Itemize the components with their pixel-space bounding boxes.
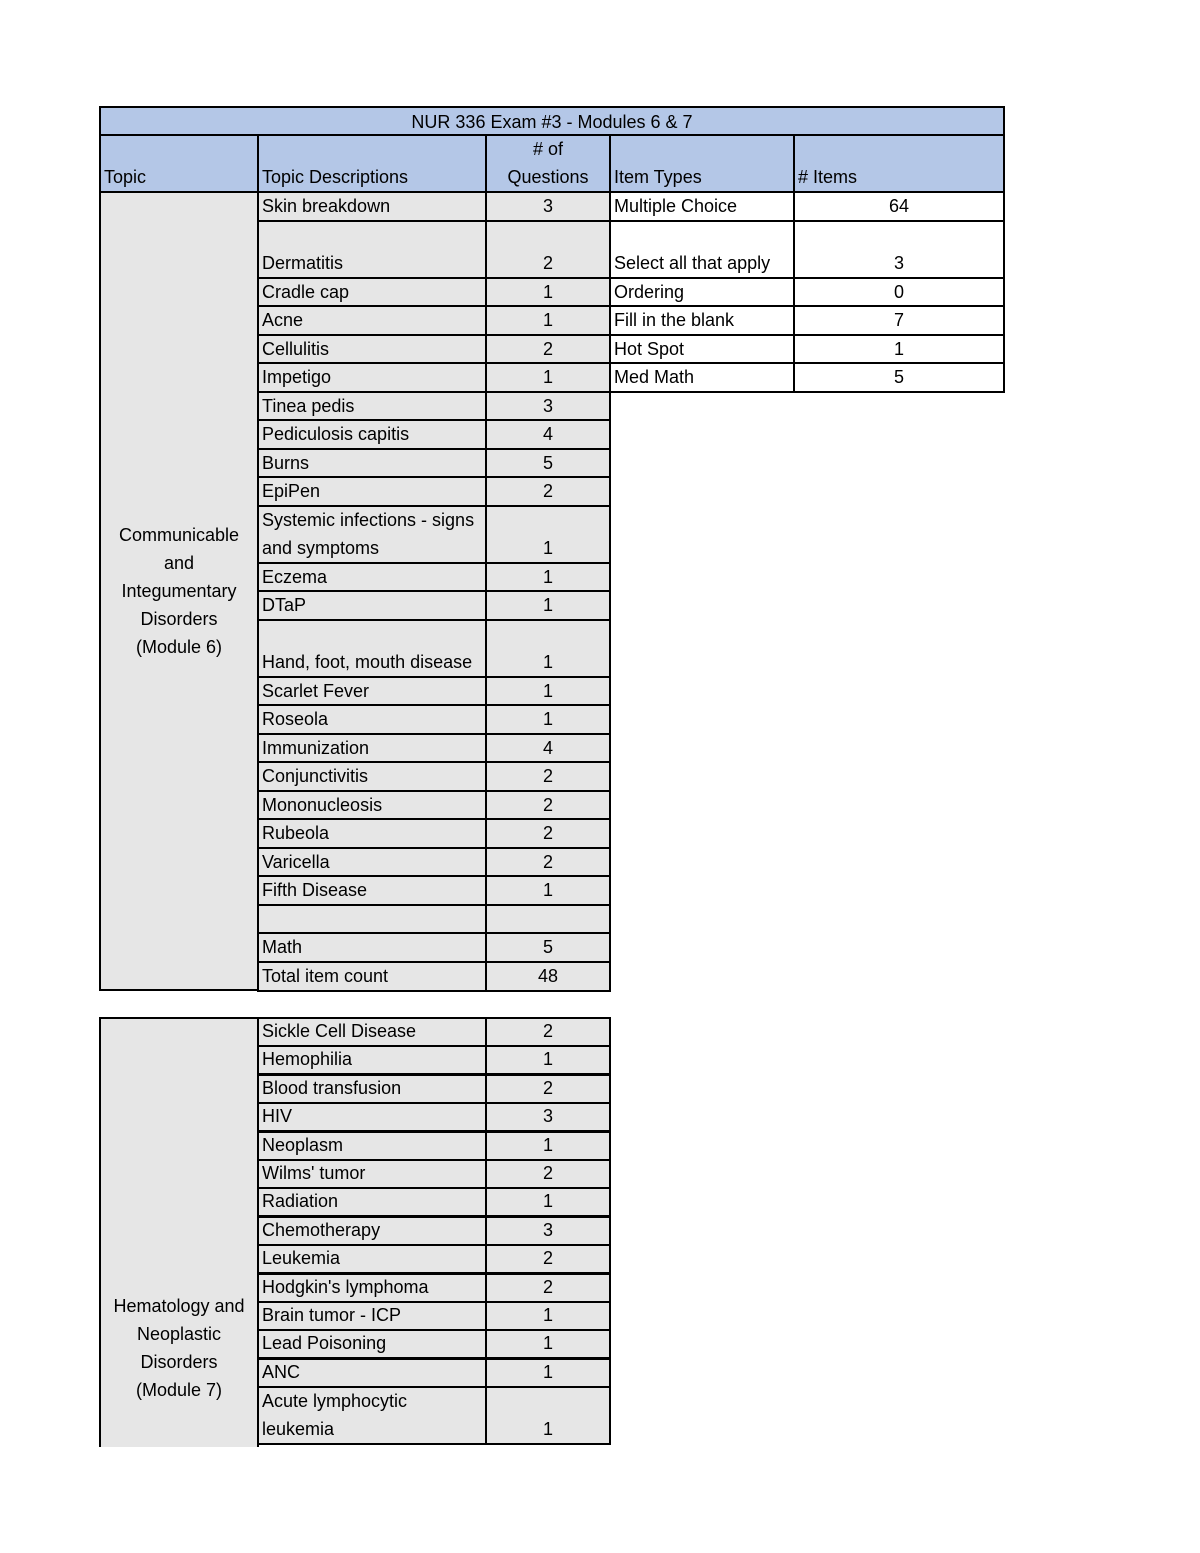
module7-questions-cell <box>485 1074 611 1104</box>
module6-questions-cell-text: 1 <box>542 880 553 900</box>
module7-questions-cell <box>485 1187 611 1217</box>
module6-desc-cell-text: Conjunctivitis <box>262 766 369 786</box>
module7-desc-cell-text: Acute lymphocytic leukemia <box>262 1391 408 1439</box>
module7-desc-cell-text: ANC <box>262 1362 301 1382</box>
module7-desc-cell-text: Wilms' tumor <box>262 1163 366 1183</box>
module6-desc-cell-text: EpiPen <box>262 481 321 501</box>
item-count-cell-text: 0 <box>893 282 904 302</box>
module6-questions-cell <box>485 448 611 479</box>
module6-questions-cell <box>485 847 611 878</box>
module7-desc-cell-text: Hodgkin's lymphoma <box>262 1277 429 1297</box>
module6-questions-cell <box>485 334 611 365</box>
module6-desc-cell <box>257 277 487 308</box>
module6-questions-cell-text: 2 <box>542 795 553 815</box>
module6-questions-cell-text: 1 <box>542 652 553 672</box>
module7-desc-cell-text: Chemotherapy <box>262 1220 381 1240</box>
module7-questions-cell-text: 1 <box>542 1305 553 1325</box>
module6-desc-cell <box>257 704 487 735</box>
module6-questions-cell <box>485 305 611 336</box>
module6-desc-cell-text: Acne <box>262 310 304 330</box>
module6-questions-cell <box>485 191 611 222</box>
module6-questions-cell-text: 1 <box>542 367 553 387</box>
module6-desc-cell <box>257 476 487 507</box>
module7-desc-cell <box>257 1074 487 1104</box>
module7-desc-cell <box>257 1102 487 1132</box>
module6-questions-cell-text: 3 <box>542 396 553 416</box>
item-count-cell <box>793 277 1005 308</box>
module7-desc-cell <box>257 1045 487 1075</box>
module6-desc-cell-text: Math <box>262 937 303 957</box>
module7-questions-cell <box>485 1244 611 1274</box>
module6-questions-cell <box>485 790 611 821</box>
module6-desc-cell <box>257 191 487 222</box>
module7-questions-cell-text: 1 <box>542 1333 553 1353</box>
module6-desc-cell-text: Roseola <box>262 709 329 729</box>
module6-desc-cell-text: Hand, foot, mouth disease <box>262 652 473 672</box>
item-count-cell-text: 3 <box>893 253 904 273</box>
module6-questions-cell <box>485 476 611 507</box>
module6-questions-cell <box>485 704 611 735</box>
module6-desc-cell-text: Cellulitis <box>262 339 330 359</box>
module7-questions-cell <box>485 1131 611 1161</box>
header-item-types <box>609 134 795 193</box>
module6-questions-cell <box>485 932 611 963</box>
module7-questions-cell <box>485 1301 611 1331</box>
module6-desc-cell <box>257 676 487 707</box>
module7-questions-cell <box>485 1017 611 1047</box>
module6-questions-cell-text: 5 <box>542 937 553 957</box>
item-type-cell-text: Ordering <box>614 282 685 302</box>
module7-questions-cell <box>485 1358 611 1388</box>
module7-questions-cell-text: 1 <box>542 1049 553 1069</box>
module6-questions-cell <box>485 904 611 935</box>
module6-questions-cell <box>485 733 611 764</box>
module7-topic-label: Hematology and Neoplastic Disorders (Module 7) <box>113 1296 245 1400</box>
module6-desc-cell <box>257 590 487 621</box>
module6-desc-cell <box>257 362 487 393</box>
module6-desc-cell <box>257 818 487 849</box>
module6-desc-cell-text: DTaP <box>262 595 307 615</box>
module7-desc-cell-text: Leukemia <box>262 1248 341 1268</box>
module6-desc-cell-text: Total item count <box>262 966 389 986</box>
item-count-cell <box>793 334 1005 365</box>
module6-desc-cell <box>257 448 487 479</box>
item-count-cell <box>793 220 1005 279</box>
module6-questions-cell-text: 1 <box>542 681 553 701</box>
item-type-cell <box>609 277 795 308</box>
module7-questions-cell <box>485 1329 611 1359</box>
module7-desc-cell <box>257 1386 487 1445</box>
module6-questions-cell <box>485 590 611 621</box>
module7-questions-cell <box>485 1386 611 1445</box>
module7-questions-cell-text: 2 <box>542 1248 553 1268</box>
item-type-cell-text: Hot Spot <box>614 339 685 359</box>
module6-desc-cell <box>257 619 487 678</box>
module6-questions-cell <box>485 505 611 564</box>
module7-questions-cell-text: 2 <box>542 1078 553 1098</box>
module6-questions-cell <box>485 875 611 906</box>
item-type-cell-text: Fill in the blank <box>614 310 735 330</box>
header-items <box>793 134 1005 193</box>
module7-desc-cell-text: Neoplasm <box>262 1135 344 1155</box>
module6-questions-cell-text: 3 <box>542 196 553 216</box>
module6-questions-cell <box>485 220 611 279</box>
item-type-cell <box>609 220 795 279</box>
module7-topic <box>99 1017 259 1447</box>
module6-desc-cell-text: Varicella <box>262 852 330 872</box>
module6-questions-cell-text: 4 <box>542 424 553 444</box>
header-questions-line2: Questions <box>507 167 589 187</box>
module6-questions-cell-text: 48 <box>537 966 559 986</box>
item-count-cell <box>793 362 1005 393</box>
module6-questions-cell-text: 2 <box>542 823 553 843</box>
module6-questions-cell-text: 2 <box>542 339 553 359</box>
module6-questions-cell <box>485 362 611 393</box>
module7-desc-cell <box>257 1187 487 1217</box>
module6-desc-cell <box>257 505 487 564</box>
module7-questions-cell-text: 1 <box>542 1135 553 1155</box>
module6-desc-cell <box>257 391 487 422</box>
module7-questions-cell-text: 3 <box>542 1220 553 1240</box>
module6-questions-cell <box>485 562 611 593</box>
module7-desc-cell-text: Radiation <box>262 1191 339 1211</box>
module6-topic-label: Communicable and Integumentary Disorders (Module 6) <box>118 525 240 657</box>
module6-desc-cell <box>257 961 487 992</box>
item-count-cell-text: 1 <box>893 339 904 359</box>
module7-questions-cell-text: 3 <box>542 1106 553 1126</box>
module6-desc-cell-text: Fifth Disease <box>262 880 368 900</box>
module7-questions-cell <box>485 1273 611 1303</box>
item-count-cell <box>793 191 1005 222</box>
module7-desc-cell-text: Brain tumor - ICP <box>262 1305 402 1325</box>
item-count-cell-text: 5 <box>893 367 904 387</box>
module6-questions-cell-text: 1 <box>542 282 553 302</box>
item-type-cell-text: Select all that apply <box>614 253 771 273</box>
module6-questions-cell <box>485 619 611 678</box>
module6-questions-cell-text: 1 <box>542 310 553 330</box>
item-type-cell-text: Med Math <box>614 367 695 387</box>
module6-questions-cell <box>485 277 611 308</box>
module7-questions-cell <box>485 1102 611 1132</box>
module6-desc-cell <box>257 419 487 450</box>
module7-questions-cell-text: 1 <box>542 1191 553 1211</box>
module6-desc-cell-text: Eczema <box>262 567 328 587</box>
header-item-types-label: Item Types <box>614 167 702 187</box>
item-type-cell <box>609 305 795 336</box>
module6-desc-cell-text: Cradle cap <box>262 282 350 302</box>
header-topic-label: Topic <box>104 167 147 187</box>
module7-desc-cell-text: Hemophilia <box>262 1049 353 1069</box>
module7-desc-cell-text: Sickle Cell Disease <box>262 1021 417 1041</box>
module7-desc-cell <box>257 1273 487 1303</box>
module6-desc-cell-text: Immunization <box>262 738 370 758</box>
module7-desc-cell <box>257 1301 487 1331</box>
module7-questions-cell-text: 2 <box>542 1163 553 1183</box>
item-type-cell <box>609 191 795 222</box>
module7-desc-cell <box>257 1131 487 1161</box>
module7-desc-cell <box>257 1216 487 1246</box>
item-type-cell <box>609 362 795 393</box>
module6-desc-cell <box>257 790 487 821</box>
module6-questions-cell <box>485 391 611 422</box>
module7-desc-cell <box>257 1244 487 1274</box>
module6-questions-cell <box>485 961 611 992</box>
module7-desc-cell <box>257 1358 487 1388</box>
module6-desc-cell <box>257 761 487 792</box>
module7-desc-cell <box>257 1329 487 1359</box>
module7-desc-cell <box>257 1017 487 1047</box>
module7-questions-cell <box>485 1159 611 1189</box>
module6-questions-cell-text: 4 <box>542 738 553 758</box>
module6-questions-cell-text: 1 <box>542 567 553 587</box>
module6-questions-cell <box>485 419 611 450</box>
module7-desc-cell-text: HIV <box>262 1106 293 1126</box>
module7-questions-cell-text: 1 <box>542 1419 553 1439</box>
module6-questions-cell-text: 5 <box>542 453 553 473</box>
module6-desc-cell <box>257 733 487 764</box>
module7-questions-cell-text: 2 <box>542 1277 553 1297</box>
module6-desc-cell <box>257 875 487 906</box>
sheet-title: NUR 336 Exam #3 - Modules 6 & 7 <box>99 106 1005 136</box>
header-items-label: # Items <box>798 167 858 187</box>
module7-questions-cell <box>485 1216 611 1246</box>
header-questions <box>485 134 611 193</box>
module6-desc-cell-text: Pediculosis capitis <box>262 424 410 444</box>
module6-desc-cell <box>257 932 487 963</box>
module6-questions-cell-text: 2 <box>542 766 553 786</box>
module6-desc-cell-text: Dermatitis <box>262 253 344 273</box>
module6-desc-cell-text: Scarlet Fever <box>262 681 370 701</box>
module6-desc-cell <box>257 904 487 935</box>
item-type-cell-text: Multiple Choice <box>614 196 738 216</box>
header-questions-line1: # of <box>532 139 564 159</box>
module6-desc-cell-text: Impetigo <box>262 367 332 387</box>
module6-questions-cell-text: 1 <box>542 709 553 729</box>
item-count-cell-text: 7 <box>893 310 904 330</box>
module6-desc-cell <box>257 847 487 878</box>
item-count-cell-text: 64 <box>888 196 910 216</box>
module6-desc-cell <box>257 220 487 279</box>
module6-desc-cell-text: Skin breakdown <box>262 196 391 216</box>
module7-desc-cell-text: Blood transfusion <box>262 1078 402 1098</box>
module7-desc-cell <box>257 1159 487 1189</box>
module6-desc-cell <box>257 305 487 336</box>
module6-topic <box>99 191 259 991</box>
module6-desc-cell-text: Burns <box>262 453 310 473</box>
module7-questions-cell <box>485 1045 611 1075</box>
module6-questions-cell-text: 2 <box>542 481 553 501</box>
header-topic <box>99 134 259 193</box>
item-type-cell <box>609 334 795 365</box>
module7-questions-cell-text: 1 <box>542 1362 553 1382</box>
module6-questions-cell <box>485 761 611 792</box>
module6-desc-cell-text: Mononucleosis <box>262 795 383 815</box>
module6-questions-cell-text: 1 <box>542 538 553 558</box>
header-descriptions-label: Topic Descriptions <box>262 167 409 187</box>
module7-desc-cell-text: Lead Poisoning <box>262 1333 387 1353</box>
module6-desc-cell-text: Rubeola <box>262 823 330 843</box>
module6-questions-cell <box>485 818 611 849</box>
module6-desc-cell <box>257 562 487 593</box>
module6-desc-cell-text: Tinea pedis <box>262 396 355 416</box>
header-descriptions <box>257 134 487 193</box>
module7-questions-cell-text: 2 <box>542 1021 553 1041</box>
item-count-cell <box>793 305 1005 336</box>
module6-desc-cell <box>257 334 487 365</box>
module6-questions-cell-text: 2 <box>542 852 553 872</box>
module6-questions-cell-text: 2 <box>542 253 553 273</box>
module6-desc-cell-text: Systemic infections - signs and symptoms <box>262 510 475 558</box>
module6-questions-cell-text: 1 <box>542 595 553 615</box>
module6-questions-cell <box>485 676 611 707</box>
